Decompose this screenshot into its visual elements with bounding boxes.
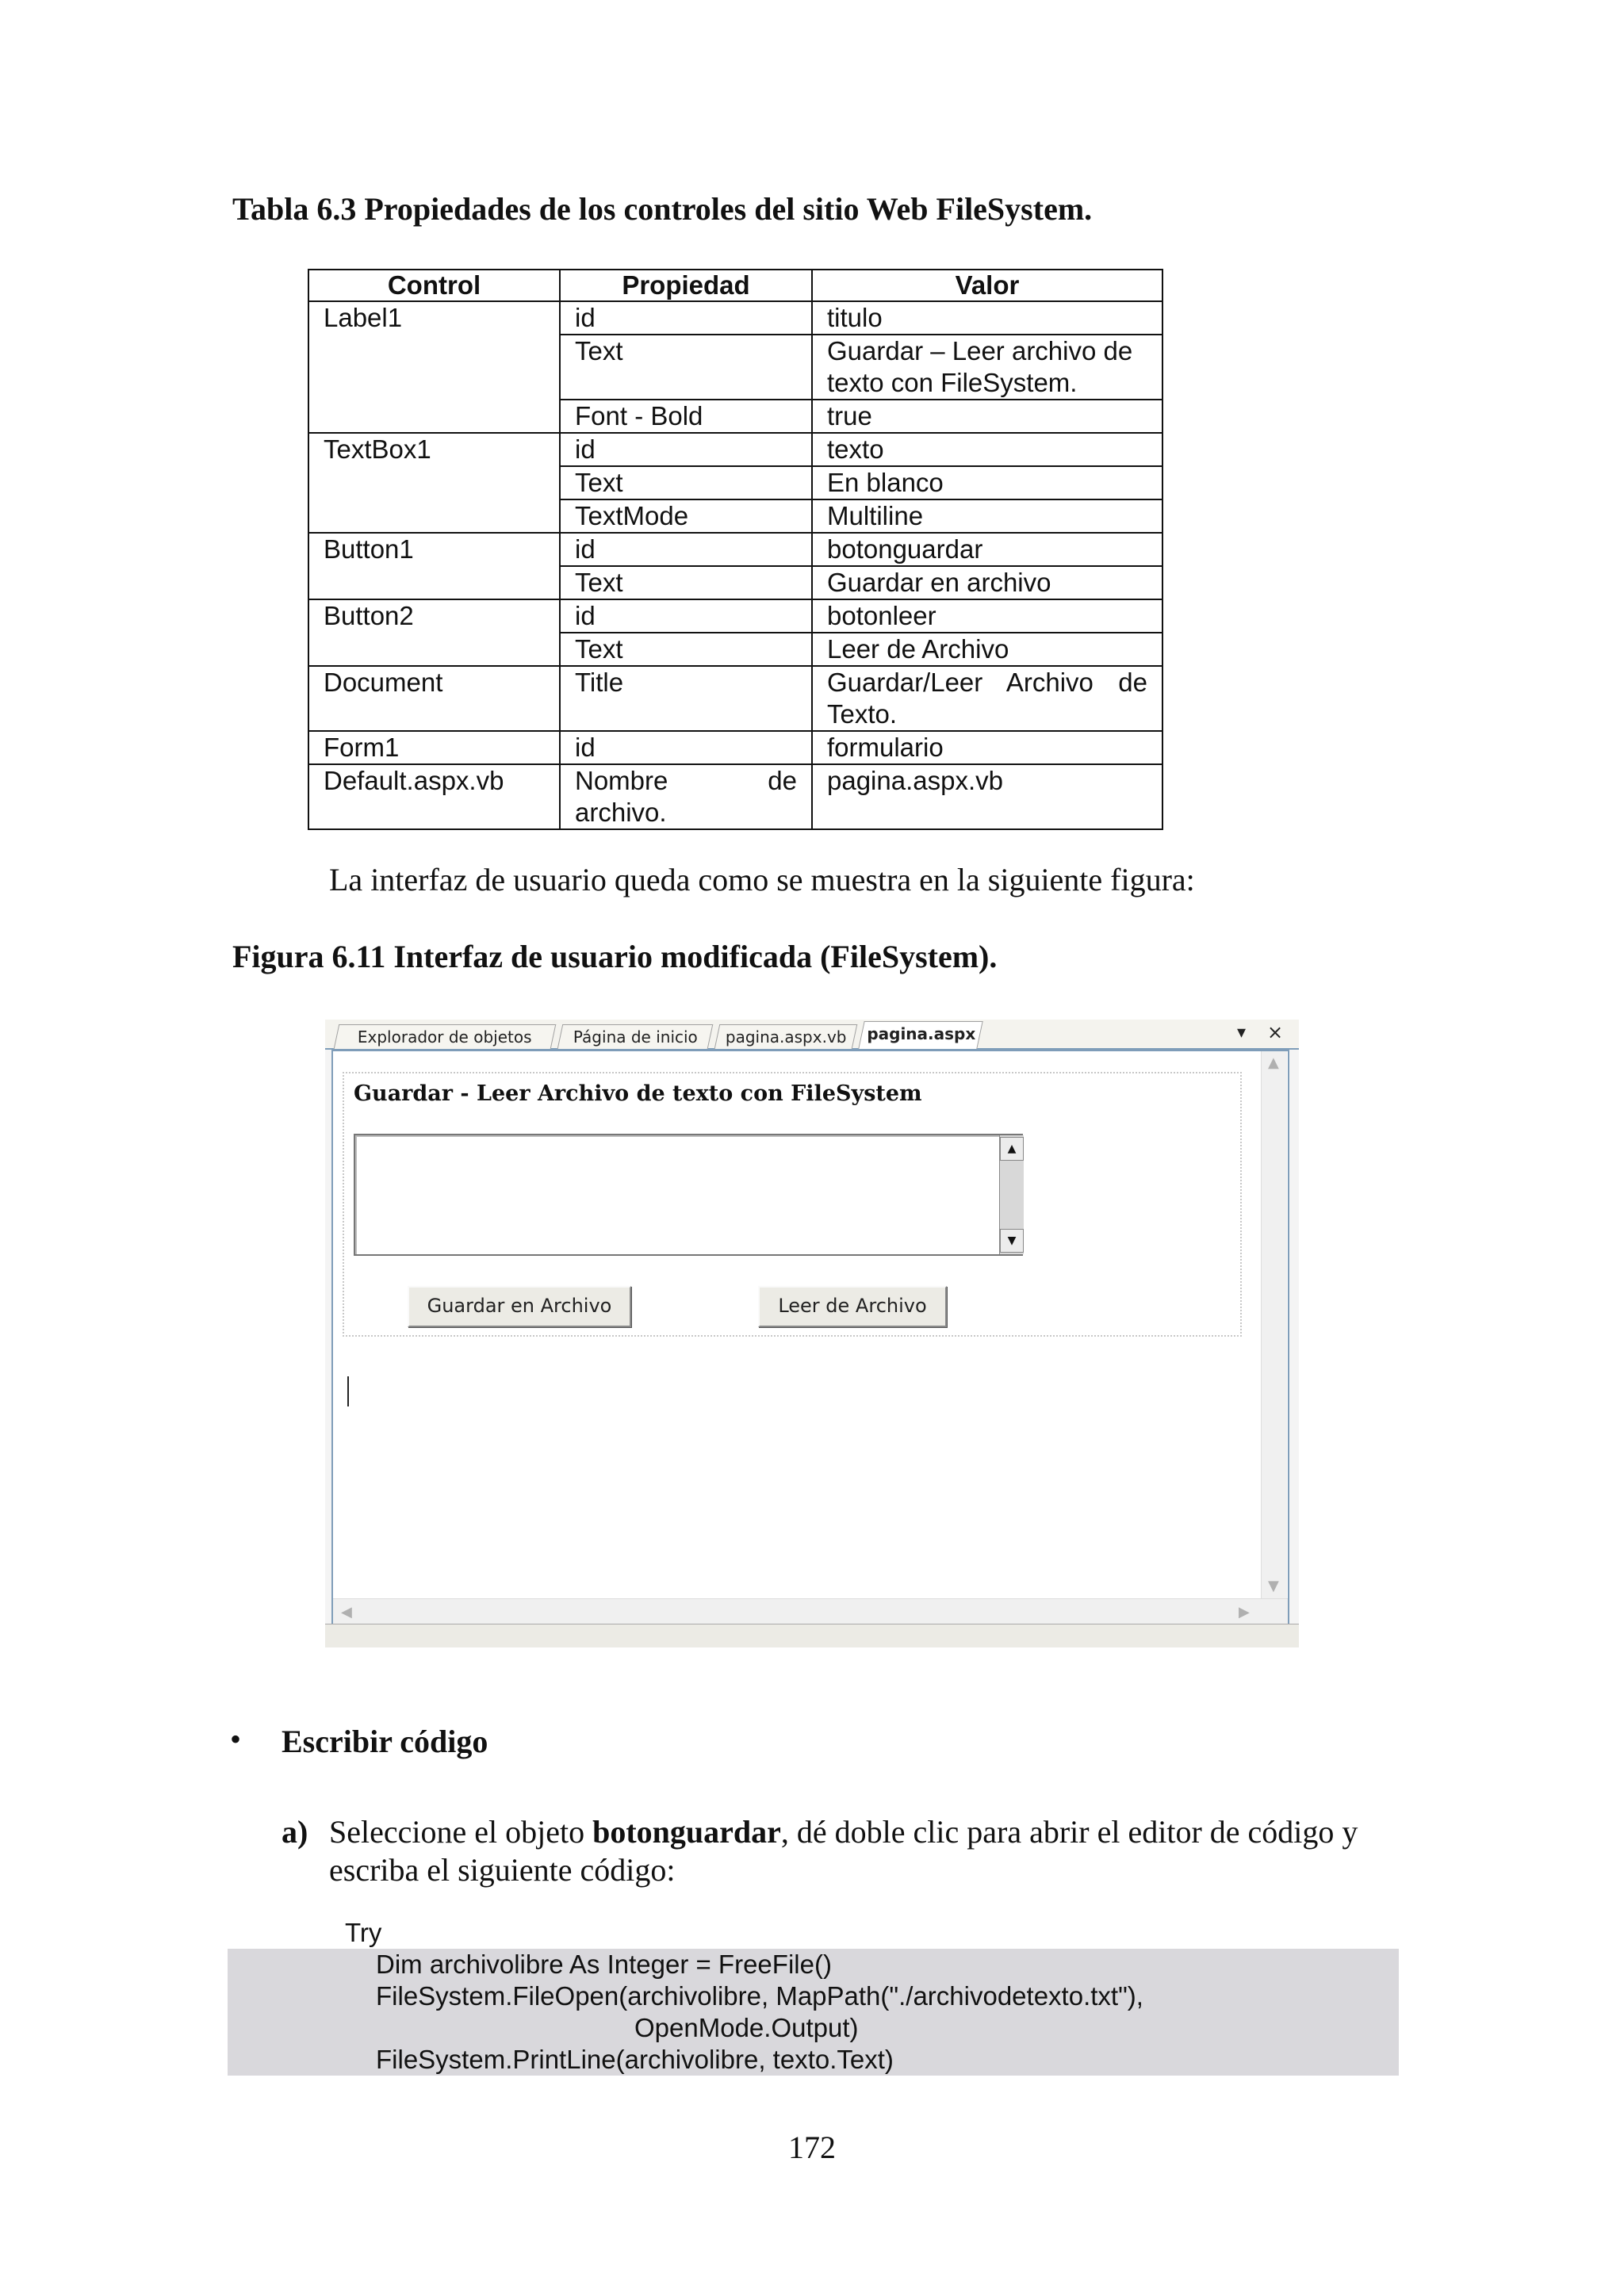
bullet-icon: • (230, 1721, 242, 1757)
tab-object-explorer[interactable] (334, 1024, 557, 1049)
page-number: 172 (788, 2130, 836, 2165)
property-cell: Text (560, 466, 812, 499)
control-cell: Label1 (308, 301, 560, 335)
property-cell: Text (560, 566, 812, 599)
table-row (308, 666, 1162, 731)
table-row (308, 400, 1162, 433)
scroll-left-icon[interactable]: ◀ (341, 1604, 352, 1621)
read-from-file-button[interactable]: Leer de Archivo (758, 1286, 947, 1327)
control-cell: Document (308, 666, 560, 731)
property-cell: id (560, 301, 812, 335)
table-row (308, 433, 1162, 466)
control-cell (308, 499, 560, 533)
value-cell: Guardar en archivo (812, 566, 1162, 599)
horizontal-scrollbar[interactable] (333, 1598, 1288, 1624)
code-line: Dim archivolibre As Integer = FreeFile() (376, 1950, 832, 1979)
design-surface[interactable] (331, 1050, 1289, 1625)
step-text-part: , dé doble clic para abrir el editor de código y escriba el siguiente código: (329, 1814, 1358, 1888)
scroll-down-icon[interactable]: ▼ (1000, 1229, 1024, 1253)
step-text-part: Seleccione el objeto (329, 1814, 593, 1850)
control-cell (308, 566, 560, 599)
page-heading-label[interactable]: Guardar - Leer Archivo de texto con FileSystem (354, 1081, 922, 1106)
scroll-up-icon[interactable]: ▲ (1000, 1137, 1024, 1161)
tab-label: pagina.aspx.vb (725, 1027, 847, 1047)
tab-label: pagina.aspx (866, 1024, 975, 1043)
value-cell: formulario (812, 731, 1162, 764)
control-cell: Button1 (308, 533, 560, 566)
control-cell: Default.aspx.vb (308, 764, 560, 829)
value-cell: botonleer (812, 599, 1162, 633)
vertical-scrollbar[interactable] (1261, 1051, 1287, 1624)
value-cell: true (812, 400, 1162, 433)
property-cell: Font - Bold (560, 400, 812, 433)
scroll-up-icon[interactable]: ▲ (1268, 1054, 1279, 1071)
property-cell: Title (560, 666, 812, 731)
property-cell: id (560, 731, 812, 764)
table-row (308, 566, 1162, 599)
scroll-right-icon[interactable]: ▶ (1239, 1604, 1250, 1621)
value-cell: En blanco (812, 466, 1162, 499)
control-cell: Form1 (308, 731, 560, 764)
property-cell: id (560, 433, 812, 466)
table-row (308, 764, 1162, 829)
table-header-row (308, 270, 1162, 301)
header-property: Propiedad (560, 270, 812, 301)
control-cell: TextBox1 (308, 433, 560, 466)
ide-screenshot (325, 1020, 1299, 1647)
text-caret (347, 1376, 349, 1406)
property-cell: TextMode (560, 499, 812, 533)
textbox-scrollbar[interactable] (999, 1135, 1024, 1254)
property-cell: id (560, 533, 812, 566)
control-cell (308, 400, 560, 433)
value-cell: titulo (812, 301, 1162, 335)
table-row (308, 335, 1162, 400)
intro-paragraph: La interfaz de usuario queda como se muestra en la siguiente figura: (329, 862, 1195, 897)
tab-pagina-aspx-vb[interactable] (714, 1024, 858, 1049)
table-row (308, 301, 1162, 335)
table-row (308, 599, 1162, 633)
table-row (308, 533, 1162, 566)
table-row (308, 633, 1162, 666)
value-cell: botonguardar (812, 533, 1162, 566)
object-name: botonguardar (592, 1814, 781, 1850)
code-line: OpenMode.Output) (634, 2013, 859, 2042)
property-cell: Text (560, 633, 812, 666)
code-line: FileSystem.PrintLine(archivolibre, texto.Text) (376, 2045, 894, 2074)
table-title: Tabla 6.3 Propiedades de los controles del sitio Web FileSystem. (232, 191, 1093, 227)
value-cell: Leer de Archivo (812, 633, 1162, 666)
scroll-down-icon[interactable]: ▼ (1268, 1578, 1279, 1594)
table-row (308, 466, 1162, 499)
control-cell (308, 335, 560, 400)
figure-title: Figura 6.11 Interfaz de usuario modificada (FileSystem). (232, 939, 998, 974)
table-row (308, 731, 1162, 764)
value-cell: Guardar – Leer archivo de texto con FileSystem. (812, 335, 1162, 400)
control-cell (308, 633, 560, 666)
step-paragraph (329, 1813, 1401, 1889)
tab-start-page[interactable] (557, 1024, 714, 1049)
code-line: Try (345, 1918, 382, 1947)
control-cell (308, 466, 560, 499)
value-cell: texto (812, 433, 1162, 466)
value-cell: Multiline (812, 499, 1162, 533)
property-cell: Text (560, 335, 812, 400)
value-cell: pagina.aspx.vb (812, 764, 1162, 829)
section-heading: Escribir código (282, 1724, 488, 1759)
form-region (343, 1072, 1242, 1337)
save-to-file-button[interactable]: Guardar en Archivo (408, 1286, 631, 1327)
multiline-textbox[interactable] (354, 1134, 1023, 1256)
value-cell: Guardar/Leer Archivo de Texto. (812, 666, 1162, 731)
tab-pagina-aspx[interactable] (858, 1021, 982, 1049)
header-control: Control (308, 270, 560, 301)
property-cell: Nombre de archivo. (560, 764, 812, 829)
close-icon[interactable]: × (1267, 1021, 1284, 1043)
view-switcher-strip (325, 1624, 1299, 1647)
table-row (308, 499, 1162, 533)
header-value: Valor (812, 270, 1162, 301)
properties-table (308, 269, 1163, 830)
step-label: a) (282, 1814, 308, 1850)
code-line: FileSystem.FileOpen(archivolibre, MapPath("./archivodetexto.txt"), (376, 1981, 1143, 2011)
tab-label: Explorador de objetos (358, 1027, 532, 1047)
tab-dropdown-icon[interactable]: ▾ (1237, 1023, 1247, 1043)
tab-label: Página de inicio (573, 1027, 698, 1047)
property-cell: id (560, 599, 812, 633)
document-tab-strip (325, 1020, 1299, 1050)
control-cell: Button2 (308, 599, 560, 633)
